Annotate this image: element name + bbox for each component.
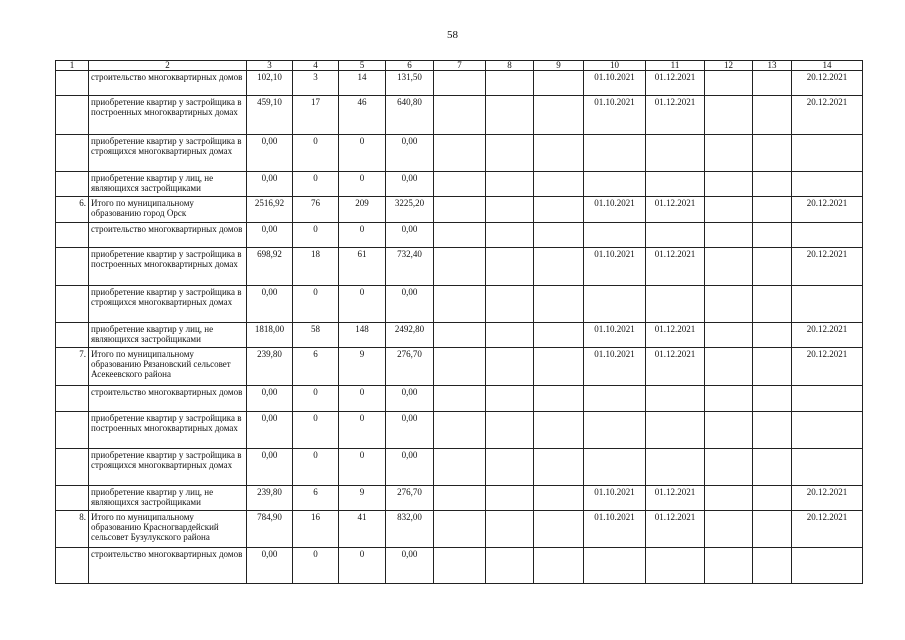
cell-col-3: 0,00 xyxy=(247,223,293,248)
header-row xyxy=(56,61,863,71)
row-number xyxy=(56,286,89,323)
cell-col-7 xyxy=(434,223,486,248)
row-number xyxy=(56,486,89,511)
cell-col-9 xyxy=(534,96,584,135)
cell-col-13 xyxy=(753,511,792,548)
table-row xyxy=(56,386,863,412)
row-name: приобретение квартир у застройщика в построенных многоквартирных домах xyxy=(89,248,247,286)
cell-col-14: 20.12.2021 xyxy=(792,197,863,223)
column-header: 3 xyxy=(247,61,293,71)
cell-col-10 xyxy=(584,548,646,584)
row-name: строительство многоквартирных домов xyxy=(89,223,247,248)
cell-col-8 xyxy=(486,71,534,96)
column-header: 7 xyxy=(434,61,486,71)
cell-col-7 xyxy=(434,348,486,386)
cell-col-8 xyxy=(486,486,534,511)
cell-col-6: 276,70 xyxy=(386,486,434,511)
row-number xyxy=(56,412,89,449)
table-row xyxy=(56,548,863,584)
cell-col-4: 58 xyxy=(293,323,339,348)
row-name: приобретение квартир у лиц, не являющихся застройщиками xyxy=(89,486,247,511)
cell-col-7 xyxy=(434,172,486,197)
column-header: 14 xyxy=(792,61,863,71)
row-name: Итого по муниципальному образованию город Орск xyxy=(89,197,247,223)
cell-col-3: 239,80 xyxy=(247,486,293,511)
cell-col-11: 01.12.2021 xyxy=(646,511,705,548)
cell-col-12 xyxy=(705,348,753,386)
cell-col-8 xyxy=(486,412,534,449)
row-number: 7. xyxy=(56,348,89,386)
cell-col-11 xyxy=(646,548,705,584)
cell-col-7 xyxy=(434,96,486,135)
page-number: 58 xyxy=(447,29,458,41)
cell-col-13 xyxy=(753,96,792,135)
table-row xyxy=(56,135,863,172)
cell-col-9 xyxy=(534,412,584,449)
cell-col-9 xyxy=(534,511,584,548)
cell-col-3: 0,00 xyxy=(247,386,293,412)
cell-col-7 xyxy=(434,449,486,486)
cell-col-13 xyxy=(753,286,792,323)
table-row xyxy=(56,511,863,548)
cell-col-5: 9 xyxy=(339,486,386,511)
cell-col-10: 01.10.2021 xyxy=(584,511,646,548)
cell-col-14 xyxy=(792,412,863,449)
row-name: Итого по муниципальному образованию Красногвардейский сельсовет Бузулукского района xyxy=(89,511,247,548)
cell-col-13 xyxy=(753,449,792,486)
column-header: 12 xyxy=(705,61,753,71)
row-number xyxy=(56,449,89,486)
table-body xyxy=(56,71,863,584)
cell-col-14: 20.12.2021 xyxy=(792,96,863,135)
cell-col-12 xyxy=(705,511,753,548)
row-name: приобретение квартир у застройщика в строящихся многоквартирных домах xyxy=(89,135,247,172)
cell-col-11 xyxy=(646,223,705,248)
table-row xyxy=(56,223,863,248)
cell-col-8 xyxy=(486,323,534,348)
cell-col-13 xyxy=(753,248,792,286)
cell-col-11 xyxy=(646,386,705,412)
row-name: приобретение квартир у застройщика в строящихся многоквартирных домах xyxy=(89,286,247,323)
cell-col-13 xyxy=(753,412,792,449)
row-name: приобретение квартир у лиц, не являющихся застройщиками xyxy=(89,323,247,348)
cell-col-9 xyxy=(534,248,584,286)
row-name: строительство многоквартирных домов xyxy=(89,386,247,412)
cell-col-3: 784,90 xyxy=(247,511,293,548)
cell-col-4: 0 xyxy=(293,286,339,323)
cell-col-12 xyxy=(705,197,753,223)
cell-col-5: 9 xyxy=(339,348,386,386)
cell-col-13 xyxy=(753,197,792,223)
cell-col-7 xyxy=(434,486,486,511)
cell-col-13 xyxy=(753,71,792,96)
cell-col-8 xyxy=(486,511,534,548)
cell-col-12 xyxy=(705,449,753,486)
cell-col-14: 20.12.2021 xyxy=(792,71,863,96)
cell-col-11: 01.12.2021 xyxy=(646,197,705,223)
cell-col-7 xyxy=(434,548,486,584)
cell-col-11: 01.12.2021 xyxy=(646,348,705,386)
cell-col-7 xyxy=(434,248,486,286)
cell-col-10: 01.10.2021 xyxy=(584,197,646,223)
row-number xyxy=(56,96,89,135)
table-row xyxy=(56,248,863,286)
table-row xyxy=(56,412,863,449)
cell-col-7 xyxy=(434,511,486,548)
cell-col-14 xyxy=(792,135,863,172)
cell-col-6: 0,00 xyxy=(386,172,434,197)
cell-col-8 xyxy=(486,348,534,386)
cell-col-6: 3225,20 xyxy=(386,197,434,223)
cell-col-10: 01.10.2021 xyxy=(584,323,646,348)
cell-col-8 xyxy=(486,197,534,223)
cell-col-9 xyxy=(534,71,584,96)
cell-col-13 xyxy=(753,323,792,348)
cell-col-10 xyxy=(584,412,646,449)
cell-col-4: 0 xyxy=(293,412,339,449)
cell-col-4: 18 xyxy=(293,248,339,286)
row-name: Итого по муниципальному образованию Рязановский сельсовет Асекеевского района xyxy=(89,348,247,386)
cell-col-8 xyxy=(486,135,534,172)
cell-col-11: 01.12.2021 xyxy=(646,248,705,286)
cell-col-11 xyxy=(646,412,705,449)
cell-col-4: 6 xyxy=(293,486,339,511)
cell-col-4: 76 xyxy=(293,197,339,223)
table-row xyxy=(56,486,863,511)
row-number xyxy=(56,386,89,412)
cell-col-14 xyxy=(792,386,863,412)
cell-col-6: 0,00 xyxy=(386,135,434,172)
row-number xyxy=(56,248,89,286)
cell-col-5: 14 xyxy=(339,71,386,96)
cell-col-9 xyxy=(534,486,584,511)
row-number xyxy=(56,223,89,248)
cell-col-13 xyxy=(753,548,792,584)
cell-col-5: 0 xyxy=(339,223,386,248)
row-number xyxy=(56,548,89,584)
cell-col-14: 20.12.2021 xyxy=(792,248,863,286)
cell-col-6: 0,00 xyxy=(386,449,434,486)
cell-col-8 xyxy=(486,386,534,412)
cell-col-9 xyxy=(534,172,584,197)
cell-col-9 xyxy=(534,548,584,584)
cell-col-14 xyxy=(792,449,863,486)
cell-col-14 xyxy=(792,223,863,248)
cell-col-13 xyxy=(753,486,792,511)
table-row xyxy=(56,197,863,223)
column-header: 2 xyxy=(89,61,247,71)
column-header: 1 xyxy=(56,61,89,71)
table-row xyxy=(56,71,863,96)
cell-col-8 xyxy=(486,223,534,248)
cell-col-12 xyxy=(705,135,753,172)
cell-col-12 xyxy=(705,412,753,449)
cell-col-12 xyxy=(705,548,753,584)
cell-col-10: 01.10.2021 xyxy=(584,486,646,511)
column-header: 5 xyxy=(339,61,386,71)
cell-col-10: 01.10.2021 xyxy=(584,348,646,386)
cell-col-10 xyxy=(584,449,646,486)
table-row xyxy=(56,172,863,197)
cell-col-7 xyxy=(434,135,486,172)
cell-col-9 xyxy=(534,286,584,323)
cell-col-9 xyxy=(534,386,584,412)
row-name: приобретение квартир у застройщика в построенных многоквартирных домах xyxy=(89,96,247,135)
cell-col-6: 640,80 xyxy=(386,96,434,135)
column-header: 6 xyxy=(386,61,434,71)
cell-col-12 xyxy=(705,96,753,135)
cell-col-3: 239,80 xyxy=(247,348,293,386)
cell-col-3: 1818,00 xyxy=(247,323,293,348)
cell-col-5: 0 xyxy=(339,135,386,172)
cell-col-10 xyxy=(584,172,646,197)
cell-col-5: 46 xyxy=(339,96,386,135)
cell-col-8 xyxy=(486,286,534,323)
row-name: приобретение квартир у лиц, не являющихся застройщиками xyxy=(89,172,247,197)
cell-col-12 xyxy=(705,172,753,197)
column-header: 10 xyxy=(584,61,646,71)
cell-col-6: 732,40 xyxy=(386,248,434,286)
cell-col-7 xyxy=(434,197,486,223)
cell-col-5: 0 xyxy=(339,548,386,584)
cell-col-4: 16 xyxy=(293,511,339,548)
cell-col-14 xyxy=(792,548,863,584)
cell-col-14: 20.12.2021 xyxy=(792,486,863,511)
cell-col-3: 698,92 xyxy=(247,248,293,286)
cell-col-6: 0,00 xyxy=(386,412,434,449)
cell-col-14 xyxy=(792,286,863,323)
cell-col-4: 0 xyxy=(293,135,339,172)
cell-col-13 xyxy=(753,135,792,172)
cell-col-5: 0 xyxy=(339,172,386,197)
cell-col-3: 0,00 xyxy=(247,449,293,486)
cell-col-9 xyxy=(534,197,584,223)
column-header: 8 xyxy=(486,61,534,71)
cell-col-10 xyxy=(584,223,646,248)
cell-col-7 xyxy=(434,286,486,323)
row-number xyxy=(56,323,89,348)
cell-col-11 xyxy=(646,172,705,197)
cell-col-14 xyxy=(792,172,863,197)
cell-col-10: 01.10.2021 xyxy=(584,96,646,135)
cell-col-4: 3 xyxy=(293,71,339,96)
cell-col-10 xyxy=(584,135,646,172)
cell-col-10: 01.10.2021 xyxy=(584,71,646,96)
cell-col-6: 0,00 xyxy=(386,223,434,248)
cell-col-5: 0 xyxy=(339,386,386,412)
cell-col-13 xyxy=(753,386,792,412)
cell-col-14: 20.12.2021 xyxy=(792,511,863,548)
cell-col-9 xyxy=(534,323,584,348)
cell-col-4: 0 xyxy=(293,172,339,197)
cell-col-11: 01.12.2021 xyxy=(646,96,705,135)
table-row xyxy=(56,348,863,386)
cell-col-4: 0 xyxy=(293,548,339,584)
cell-col-13 xyxy=(753,223,792,248)
cell-col-5: 148 xyxy=(339,323,386,348)
cell-col-6: 832,00 xyxy=(386,511,434,548)
cell-col-11: 01.12.2021 xyxy=(646,323,705,348)
cell-col-3: 0,00 xyxy=(247,286,293,323)
cell-col-14: 20.12.2021 xyxy=(792,323,863,348)
column-header: 9 xyxy=(534,61,584,71)
row-number: 6. xyxy=(56,197,89,223)
cell-col-6: 0,00 xyxy=(386,386,434,412)
cell-col-4: 0 xyxy=(293,386,339,412)
cell-col-9 xyxy=(534,449,584,486)
table-row xyxy=(56,323,863,348)
cell-col-9 xyxy=(534,135,584,172)
cell-col-8 xyxy=(486,548,534,584)
cell-col-11: 01.12.2021 xyxy=(646,71,705,96)
row-name: приобретение квартир у застройщика в строящихся многоквартирных домах xyxy=(89,449,247,486)
cell-col-3: 0,00 xyxy=(247,172,293,197)
cell-col-12 xyxy=(705,286,753,323)
cell-col-11 xyxy=(646,286,705,323)
cell-col-8 xyxy=(486,449,534,486)
column-header: 4 xyxy=(293,61,339,71)
row-number xyxy=(56,172,89,197)
cell-col-3: 2516,92 xyxy=(247,197,293,223)
cell-col-5: 41 xyxy=(339,511,386,548)
cell-col-3: 459,10 xyxy=(247,96,293,135)
column-header: 11 xyxy=(646,61,705,71)
cell-col-6: 131,50 xyxy=(386,71,434,96)
row-name: приобретение квартир у застройщика в построенных многоквартирных домах xyxy=(89,412,247,449)
cell-col-4: 0 xyxy=(293,449,339,486)
cell-col-5: 61 xyxy=(339,248,386,286)
cell-col-4: 0 xyxy=(293,223,339,248)
cell-col-12 xyxy=(705,248,753,286)
cell-col-12 xyxy=(705,71,753,96)
cell-col-14: 20.12.2021 xyxy=(792,348,863,386)
cell-col-13 xyxy=(753,172,792,197)
cell-col-8 xyxy=(486,96,534,135)
table-row xyxy=(56,449,863,486)
data-table xyxy=(55,60,863,584)
table-row xyxy=(56,96,863,135)
cell-col-10 xyxy=(584,286,646,323)
cell-col-12 xyxy=(705,223,753,248)
table-row xyxy=(56,286,863,323)
row-name: строительство многоквартирных домов xyxy=(89,548,247,584)
cell-col-9 xyxy=(534,223,584,248)
row-number xyxy=(56,135,89,172)
cell-col-6: 276,70 xyxy=(386,348,434,386)
cell-col-7 xyxy=(434,386,486,412)
cell-col-11 xyxy=(646,135,705,172)
cell-col-3: 102,10 xyxy=(247,71,293,96)
cell-col-8 xyxy=(486,248,534,286)
cell-col-6: 0,00 xyxy=(386,548,434,584)
cell-col-6: 0,00 xyxy=(386,286,434,323)
cell-col-12 xyxy=(705,323,753,348)
cell-col-9 xyxy=(534,348,584,386)
cell-col-5: 0 xyxy=(339,286,386,323)
cell-col-7 xyxy=(434,71,486,96)
cell-col-3: 0,00 xyxy=(247,548,293,584)
cell-col-11: 01.12.2021 xyxy=(646,486,705,511)
cell-col-10: 01.10.2021 xyxy=(584,248,646,286)
cell-col-7 xyxy=(434,323,486,348)
cell-col-13 xyxy=(753,348,792,386)
row-name: строительство многоквартирных домов xyxy=(89,71,247,96)
cell-col-3: 0,00 xyxy=(247,135,293,172)
cell-col-5: 209 xyxy=(339,197,386,223)
cell-col-11 xyxy=(646,449,705,486)
cell-col-7 xyxy=(434,412,486,449)
cell-col-8 xyxy=(486,172,534,197)
cell-col-4: 6 xyxy=(293,348,339,386)
row-number xyxy=(56,71,89,96)
cell-col-12 xyxy=(705,386,753,412)
row-number: 8. xyxy=(56,511,89,548)
cell-col-12 xyxy=(705,486,753,511)
cell-col-5: 0 xyxy=(339,449,386,486)
cell-col-5: 0 xyxy=(339,412,386,449)
column-header: 13 xyxy=(753,61,792,71)
cell-col-10 xyxy=(584,386,646,412)
cell-col-3: 0,00 xyxy=(247,412,293,449)
cell-col-4: 17 xyxy=(293,96,339,135)
cell-col-6: 2492,80 xyxy=(386,323,434,348)
